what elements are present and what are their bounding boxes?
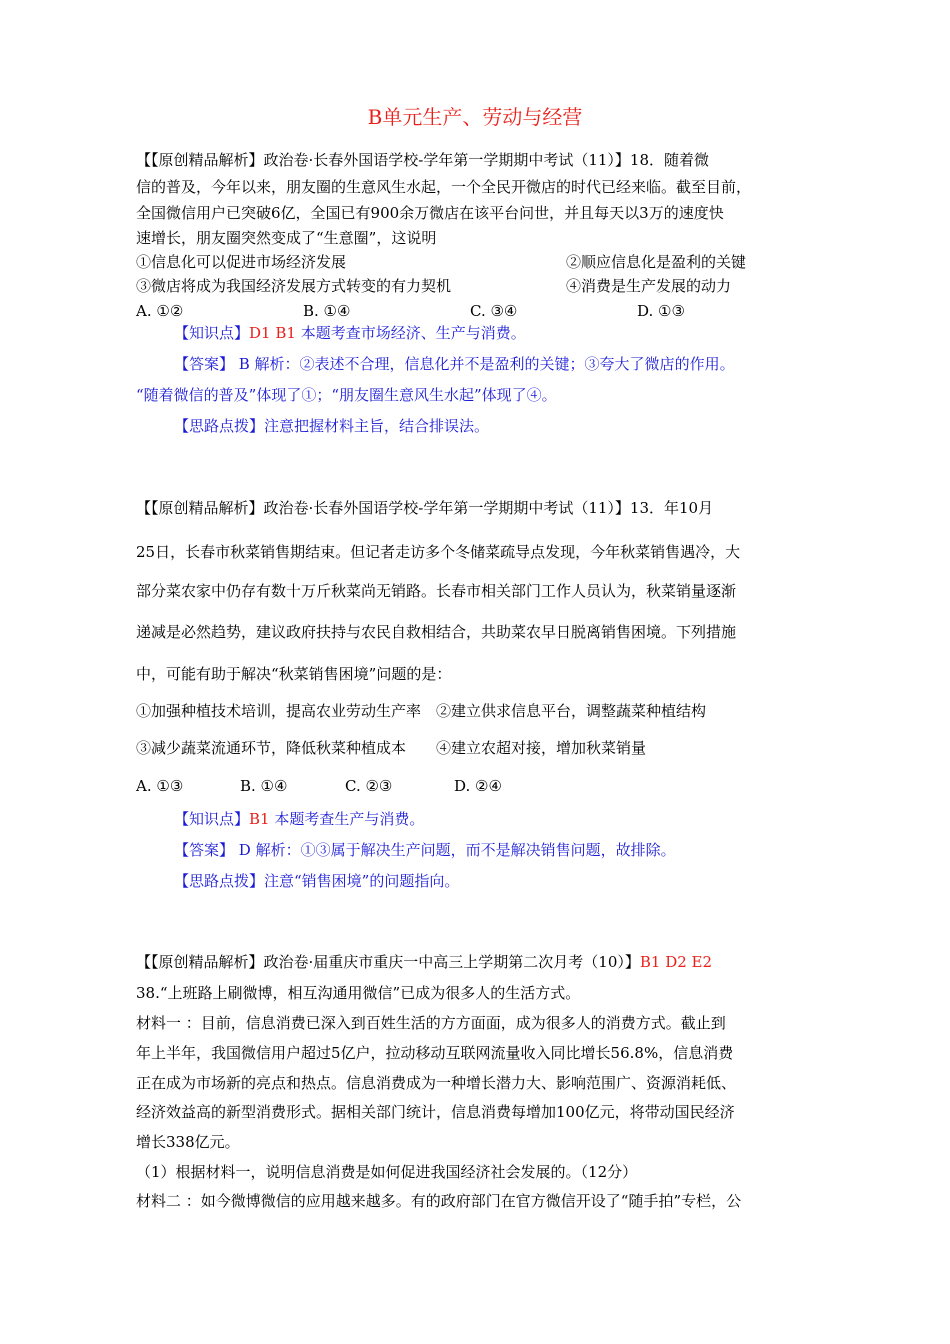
q1-option-b: B. ①④ [303, 302, 351, 320]
knowledge-text: 本题考查生产与消费。 [274, 810, 425, 828]
q2-option-c: C. ②③ [345, 777, 393, 795]
page-title: B单元生产、劳动与经营 [367, 105, 583, 129]
q2-body-line: 25日，长春市秋菜销售期结束。但记者走访多个冬储菜疏导点发现，今年秋菜销售遇冷，大 [136, 543, 741, 561]
q3-body-line: 材料一 ：目前，信息消费已深入到百姓生活的方方面面，成为很多人的消费方式。截止到 [136, 1014, 726, 1032]
q3-header-text: 【【原创精品解析】政治卷·届重庆市重庆一中高三上学期第二次月考（10）】 [136, 953, 640, 971]
knowledge-code: D1 B1 [249, 324, 296, 342]
knowledge-code: B1 [249, 810, 270, 828]
q1-hint: 【思路点拨】注意把握材料主旨，结合排误法。 [174, 417, 490, 435]
q1-knowledge-point [174, 323, 526, 343]
q2-option-d: D. ②④ [454, 777, 502, 795]
q2-body-line: 递减是必然趋势，建议政府扶持与农民自救相结合，共助菜农早日脱离销售困境。下列措施 [136, 623, 737, 641]
q2-body-line: 中，可能有助于解决“秋菜销售困境”问题的是： [136, 665, 452, 683]
q2-body-line: 部分菜农家中仍存有数十万斤秋菜尚无销路。长春市相关部门工作人员认为，秋菜销量逐渐 [136, 582, 737, 600]
q1-body-line: 全国微信用户已突破6亿，全国已有900余万微店在该平台问世，并且每天以3万的速度快 [136, 204, 724, 222]
q1-body-line: 信的普及，今年以来，朋友圈的生意风生水起，一个全民开微店的时代已经来临。截至目前， [136, 178, 752, 196]
q2-item-line: ①加强种植技术培训，提高农业劳动生产率 ②建立供求信息平台，调整蔬菜种植结构 [136, 702, 707, 720]
q2-item-line: ③减少蔬菜流通环节，降低秋菜种植成本 ④建立农超对接，增加秋菜销量 [136, 739, 647, 757]
q1-header: 【【原创精品解析】政治卷·长春外国语学校-学年第一学期期中考试（11）】18．随着微 [136, 151, 710, 169]
q1-answer: 【答案】 B 解析：②表述不合理，信息化并不是盈利的关键；③夸大了微店的作用。 [174, 355, 735, 373]
q1-option-a: A. ①② [136, 302, 184, 320]
q3-question-1: （1）根据材料一，说明信息消费是如何促进我国经济社会发展的。（12分） [136, 1163, 638, 1181]
q1-item: ①信息化可以促进市场经济发展 [136, 253, 347, 271]
q2-hint: 【思路点拨】注意“销售困境”的问题指向。 [174, 872, 460, 890]
q2-knowledge-point [174, 809, 424, 829]
q1-body-line: 速增长，朋友圈突然变成了“生意圈”，这说明 [136, 229, 437, 247]
q1-answer-cont: “随着微信的普及”体现了①；“朋友圈生意风生水起”体现了④。 [136, 386, 557, 404]
q3-body-line: 38.“上班路上刷微博，相互沟通用微信”已成为很多人的生活方式。 [136, 984, 581, 1002]
q2-header: 【【原创精品解析】政治卷·长春外国语学校-学年第一学期期中考试（11）】13．年10月 [136, 499, 714, 517]
q3-body-line: 年上半年，我国微信用户超过5亿户，拉动移动互联网流量收入同比增长56.8%，信息消费 [136, 1044, 734, 1062]
q1-items-row [136, 276, 796, 296]
q1-item: ③微店将成为我国经济发展方式转变的有力契机 [136, 277, 452, 295]
q2-option-a: A. ①③ [136, 777, 184, 795]
q1-option-c: C. ③④ [470, 302, 518, 320]
knowledge-label: 【知识点】 [174, 810, 250, 828]
q1-items-row [136, 252, 796, 272]
q3-header [136, 952, 712, 972]
q3-body-line: 经济效益高的新型消费形式。据相关部门统计，信息消费每增加100亿元，将带动国民经济 [136, 1103, 735, 1121]
q2-answer: 【答案】 D 解析：①③属于解决生产问题，而不是解决销售问题，故排除。 [174, 841, 676, 859]
q3-body-line: 正在成为市场新的亮点和热点。信息消费成为一种增长潜力大、影响范围广、资源消耗低、 [136, 1074, 737, 1092]
knowledge-text: 本题考查市场经济、生产与消费。 [300, 324, 526, 342]
q3-codes: B1 D2 E2 [639, 953, 713, 971]
q1-option-d: D. ①③ [637, 302, 685, 320]
q3-body-line: 增长338亿元。 [136, 1133, 240, 1151]
knowledge-label: 【知识点】 [174, 324, 250, 342]
q1-item: ④消费是生产发展的动力 [566, 277, 732, 295]
q1-item: ②顺应信息化是盈利的关键 [566, 253, 747, 271]
q2-option-b: B. ①④ [240, 777, 288, 795]
q3-body-line: 材料二 ：如今微博微信的应用越来越多。有的政府部门在官方微信开设了“随手拍”专栏，公 [136, 1192, 742, 1210]
